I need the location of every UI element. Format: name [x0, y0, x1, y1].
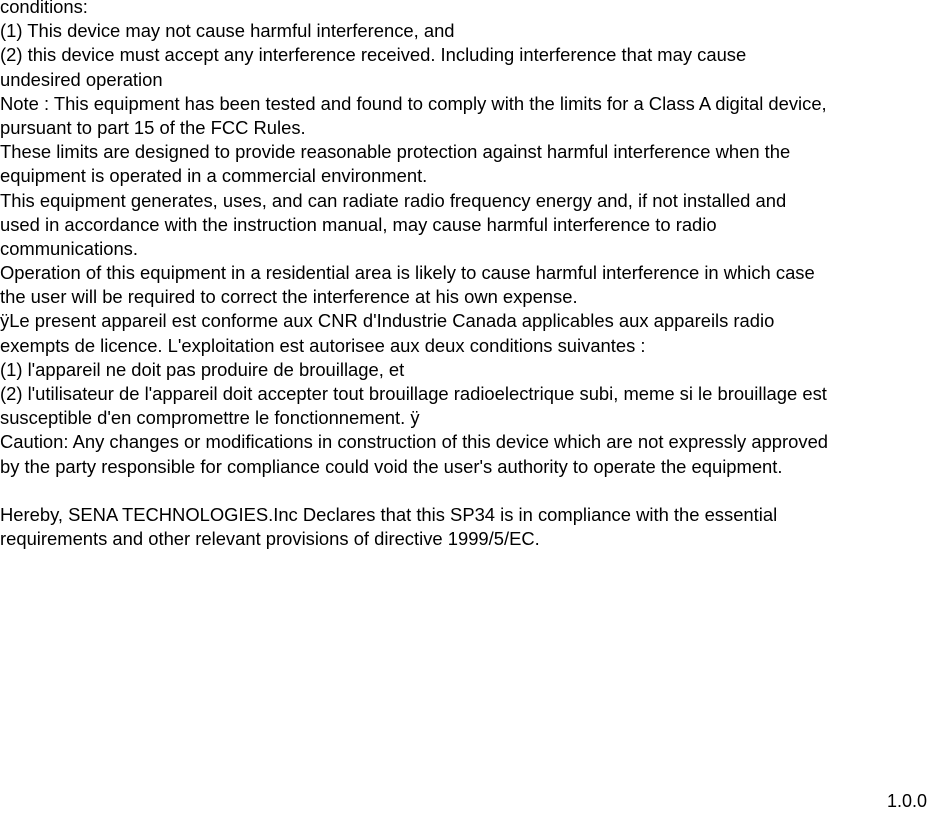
text-line: This equipment generates, uses, and can radiate radio frequency energy and, if not installed and — [0, 189, 787, 211]
blank-line — [0, 479, 939, 503]
text-line: communications. — [0, 237, 138, 259]
text-line: These limits are designed to provide reasonable protection against harmful interference when the — [0, 141, 791, 163]
text-line: ÿLe present appareil est conforme aux CNR d'Industrie Canada applicables aux appareils radio — [0, 310, 775, 332]
text-line: susceptible d'en compromettre le fonctionnement. ÿ — [0, 407, 420, 429]
text-line: undesired operation — [0, 68, 163, 90]
text-line: pursuant to part 15 of the FCC Rules. — [0, 116, 306, 138]
text-line: (1) This device may not cause harmful interference, and — [0, 20, 455, 42]
text-line: conditions: — [0, 0, 88, 17]
text-line: (1) l'appareil ne doit pas produire de brouillage, et — [0, 358, 405, 380]
text-line: by the party responsible for compliance could void the user's authority to operate the equipment. — [0, 455, 783, 477]
text-line: (2) l'utilisateur de l'appareil doit accepter tout brouillage radioelectrique subi, meme si le brouillage est — [0, 383, 827, 404]
text-line: equipment is operated in a commercial environment. — [0, 165, 428, 187]
text-line: (2) this device must accept any interference received. Including interference that may cause — [0, 44, 747, 66]
text-line: Note : This equipment has been tested and found to comply with the limits for a Class A digital device, — [0, 92, 827, 114]
page-number: 1.0.0 — [886, 791, 927, 811]
text-line: the user will be required to correct the interference at his own expense. — [0, 286, 578, 308]
text-line: Caution: Any changes or modifications in construction of this device which are not expressly approved — [0, 431, 829, 453]
text-line: requirements and other relevant provisions of directive 1999/5/EC. — [0, 528, 540, 550]
text-line: exempts de licence. L'exploitation est autorisee aux deux conditions suivantes : — [0, 334, 646, 356]
text-line: used in accordance with the instruction manual, may cause harmful interference to radio — [0, 213, 717, 235]
text-line: Operation of this equipment in a residential area is likely to cause harmful interference in which case — [0, 262, 815, 284]
text-line: Hereby, SENA TECHNOLOGIES.Inc Declares that this SP34 is in compliance with the essential — [0, 503, 778, 525]
